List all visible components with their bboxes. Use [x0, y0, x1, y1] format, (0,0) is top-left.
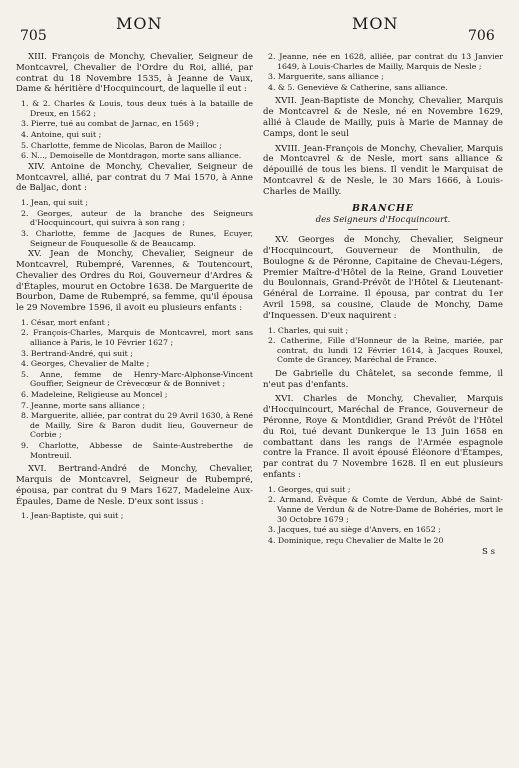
- child-list-item: 4. & 5. Geneviève & Catherine, sans alliance.: [268, 82, 448, 92]
- child-list-item: 3. Charlotte, femme de Jacques de Runes, Ecuyer, Seigneur de Fouquesolle & de Beaucamp.: [21, 228, 253, 248]
- genealogy-entry: XIII. François de Monchy, Chevalier, Seigneur de Montcavrel, Chevalier de l'Ordre du Roi, allié, par contrat du 18 Novembre 1535, à Jeanne de Vaux, Dame & héritière d'Hocquincourt, de laquelle il eut :: [16, 52, 253, 95]
- child-list-item: 4. Antoine, qui suit ;: [21, 129, 102, 139]
- child-list-item: 3. Jacques, tué au siège d'Anvers, en 1652 ;: [268, 525, 441, 535]
- child-list-item: 3. Bertrand-André, qui suit ;: [21, 348, 133, 358]
- running-head-right: MON: [352, 14, 399, 33]
- child-list-item: 2. François-Charles, Marquis de Montcavrel, mort sans alliance à Paris, le 10 Février 1627 ;: [21, 328, 253, 348]
- running-head-left: MON: [116, 14, 163, 33]
- branch-rule: [348, 229, 418, 230]
- page-number-left: 705: [20, 28, 47, 44]
- child-list-item: 3. Pierre, tué au combat de Jarnac, en 1569 ;: [21, 119, 200, 129]
- child-list-item: 1. César, mort enfant ;: [21, 317, 110, 327]
- genealogy-entry: XVI. Bertrand-André de Monchy, Chevalier, Marquis de Montcavrel, Seigneur de Rubempré, épousa, par contrat du 9 Mars 1627, Madeleine Aux-Épaules, Dame de Nesle. D'eux sont issus :: [16, 464, 253, 507]
- child-list-item: 4. Dominique, reçu Chevalier de Malte le 20: [268, 535, 444, 545]
- signature-mark: S s: [481, 547, 495, 558]
- page-number-right: 706: [468, 28, 495, 44]
- child-list-item: 5. Charlotte, femme de Nicolas, Baron de Mailloc ;: [21, 140, 222, 150]
- child-list-item: 8. Marguerite, alliée, par contrat du 29 Avril 1630, à René de Mailly, Sire & Baron dudit lieu, Gouverneur de Corbie ;: [21, 411, 253, 440]
- child-list-item: 6. N..., Demoiselle de Montdragon, morte sans alliance.: [21, 151, 242, 161]
- child-list-item: 1. Georges, qui suit ;: [268, 484, 351, 494]
- child-list-item: 2. Catherine, Fille d'Honneur de la Reine, mariée, par contrat, du lundi 12 Février 1614, à Jacques Rouxel, Comte de Grancey, Maréchal de France.: [268, 336, 503, 365]
- child-list-item: 2. Georges, auteur de la branche des Seigneurs d'Hocquincourt, qui suivra à son rang ;: [21, 208, 253, 228]
- child-list-item: 1. Jean-Baptiste, qui suit ;: [21, 511, 124, 521]
- child-list-item: 2. Jeanne, née en 1628, alliée, par contrat du 13 Janvier 1649, à Louis-Charles de Mailly, Marquis de Nesle ;: [268, 52, 503, 71]
- child-list-item: 6. Madeleine, Religieuse au Moncel ;: [21, 390, 168, 400]
- genealogy-entry: XVIII. Jean-François de Monchy, Chevalier, Marquis de Montcavrel & de Nesle, mort sans alliance & dépouillé de tous les biens. Il vendit le Marquisat de Montcavrel & de Nesle, le 30 Mars 1666, à Louis-Charles de Mailly.: [263, 143, 503, 197]
- child-list-item: 3. Marguerite, sans alliance ;: [268, 72, 384, 82]
- right-column: [263, 52, 503, 762]
- left-column: [16, 52, 253, 762]
- genealogy-entry: XV. Georges de Monchy, Chevalier, Seigneur d'Hocquincourt, Gouverneur de Monthulin, de Boulogne & de Péronne, Capitaine de Chevau-Légers, Premier Maître-d'Hôtel de la Reine, Grand Louvetier du Boulonnais, Grand-Prévôt de l'Hôtel & Lieutenant-Général de Lorraine. Il épousa, par contrat du 1er Avril 1598, sa cousine, Claude de Monchy, Dame d'Inquessen. D'eux naquirent :: [263, 235, 503, 321]
- child-list-item: 1. Charles, qui suit ;: [268, 325, 349, 335]
- child-list-item: 2. Armand, Évêque & Comte de Verdun, Abbé de Saint-Vanne de Verdun & de Notre-Dame de Bohéries, mort le 30 Octobre 1679 ;: [268, 495, 503, 524]
- branch-heading: BRANCHE: [351, 202, 415, 214]
- genealogy-entry: De Gabrielle du Châtelet, sa seconde femme, il n'eut pas d'enfants.: [263, 368, 503, 390]
- genealogy-entry: XVI. Charles de Monchy, Chevalier, Marquis d'Hocquincourt, Maréchal de France, Gouverneur de Péronne, Roye & Montdidier, Grand Prévôt de l'Hôtel du Roi, tué devant Dunkerque le 13 Juin 1658 en combattant dans les rangs de l'Armée espagnole contre la France. Il avoit épousé Éléonore d'Étampes, par contrat du 7 Novembre 1628. Il en eut plusieurs enfants :: [263, 394, 503, 481]
- child-list-item: 7. Jeanne, morte sans alliance ;: [21, 400, 145, 410]
- child-list-item: 9. Charlotte, Abbesse de Sainte-Austreberthe de Montreuil.: [21, 441, 253, 460]
- genealogy-entry: XV. Jean de Monchy, Chevalier, Seigneur de Montcavrel, Rubempré, Varennes, & Toutencourt, Chevalier des Ordres du Roi, Gouverneur d'Ardres & d'Étaples, mourut en Octobre 1638. De Marguerite de Bourbon, Dame de Rubempré, sa femme, qu'il épousa le 29 Novembre 1596, il avoit eu plusieurs enfants :: [16, 249, 253, 314]
- child-list-item: 1. Jean, qui suit ;: [21, 198, 89, 208]
- child-list-item: 4. Georges, Chevalier de Malte ;: [21, 359, 150, 369]
- branch-subtitle: des Seigneurs d'Hocquincourt.: [315, 215, 451, 226]
- genealogy-entry: XIV. Antoine de Monchy, Chevalier, Seigneur de Montcavrel, allié, par contrat du 7 Mai 1570, à Anne de Baljac, dont :: [16, 161, 253, 194]
- child-list-item: 5. Anne, femme de Henry-Marc-Alphonse-Vincent Gouffier, Seigneur de Crèvecœur & de Bonnivet ;: [21, 369, 253, 389]
- genealogy-entry: XVII. Jean-Baptiste de Monchy, Chevalier, Marquis de Montcavrel & de Nesle, né en Novembre 1629, allié à Claude de Mailly, puis à Marie de Mannay de Camps, dont le seul: [263, 96, 503, 139]
- child-list-item: 1. & 2. Charles & Louis, tous deux tués à la bataille de Dreux, en 1562 ;: [21, 99, 253, 118]
